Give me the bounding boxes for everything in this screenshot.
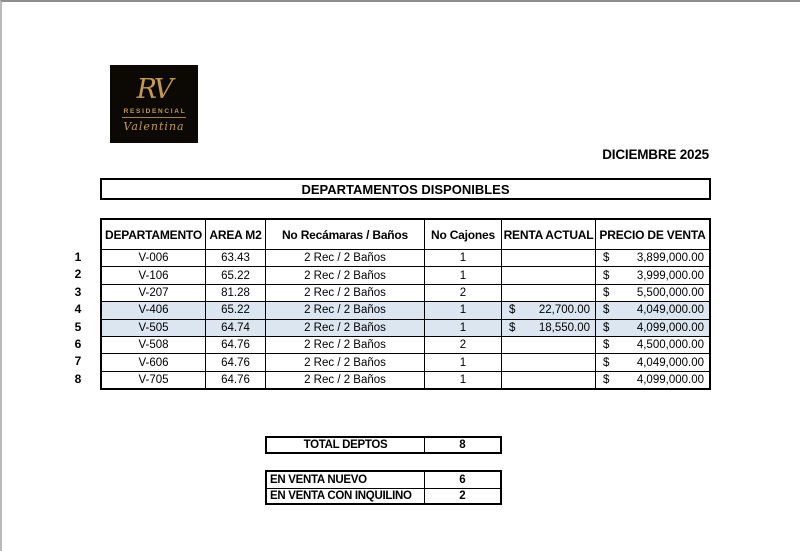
logo-initials: RV	[136, 73, 172, 105]
col-header-area: AREA M2	[205, 220, 265, 249]
venta-inquilino-row	[267, 488, 500, 504]
depto-cell: V-207	[138, 286, 169, 299]
renta-cell	[501, 267, 595, 283]
total-deptos-value: 8	[459, 439, 466, 451]
precio-cell	[595, 267, 709, 283]
recamaras-cell: 2 Rec / 2 Baños	[265, 250, 424, 266]
currency-symbol: $	[603, 286, 610, 299]
table-row-highlighted	[102, 301, 709, 318]
renta-cell	[501, 354, 595, 370]
area-cell: 64.76	[205, 372, 265, 388]
cajones-cell: 1	[424, 320, 501, 336]
col-header-precio: PRECIO DE VENTA	[595, 220, 709, 249]
cajones-cell: 1	[424, 354, 501, 370]
company-logo	[110, 65, 198, 143]
recamaras-cell: 2 Rec / 2 Baños	[265, 354, 424, 370]
depto-cell: V-705	[138, 373, 169, 386]
area-cell: 64.76	[205, 337, 265, 353]
total-deptos-box	[265, 436, 502, 454]
renta-cell	[501, 302, 595, 318]
depto-cell: V-606	[138, 356, 169, 369]
cajones-cell: 1	[424, 372, 501, 388]
depto-cell: V-406	[138, 304, 169, 317]
table-row-highlighted	[102, 319, 709, 336]
area-cell: 65.22	[205, 302, 265, 318]
area-cell: 63.43	[205, 250, 265, 266]
recamaras-cell: 2 Rec / 2 Baños	[265, 285, 424, 301]
venta-nuevo-value: 6	[459, 473, 466, 486]
depto-cell: V-006	[138, 252, 169, 265]
renta-value: 22,700.00	[538, 304, 590, 317]
depto-cell: V-106	[138, 269, 169, 282]
col-header-cajones: No Cajones	[424, 220, 501, 249]
cajones-cell: 1	[424, 267, 501, 283]
total-deptos-label: TOTAL DEPTOS	[267, 438, 425, 452]
cajones-cell: 2	[424, 337, 501, 353]
page-title: DEPARTAMENTOS DISPONIBLES	[100, 178, 711, 200]
renta-cell	[501, 337, 595, 353]
cajones-cell: 1	[424, 250, 501, 266]
table-row	[102, 266, 709, 283]
area-cell: 64.74	[205, 320, 265, 336]
currency-symbol: $	[603, 373, 610, 386]
precio-cell	[595, 354, 709, 370]
precio-value: 4,099,000.00	[636, 321, 704, 334]
precio-value: 3,899,000.00	[636, 252, 704, 265]
recamaras-cell: 2 Rec / 2 Baños	[265, 372, 424, 388]
table-row	[102, 249, 709, 266]
renta-cell	[501, 250, 595, 266]
cajones-cell: 2	[424, 285, 501, 301]
depto-cell: V-505	[138, 321, 169, 334]
depto-cell: V-508	[138, 339, 169, 352]
precio-cell	[595, 250, 709, 266]
row-number: 5	[74, 319, 82, 334]
precio-cell	[595, 320, 709, 336]
table-row	[102, 353, 709, 370]
col-header-departamento: DEPARTAMENTO	[105, 227, 202, 242]
precio-value: 4,099,000.00	[636, 373, 704, 386]
precio-cell	[595, 285, 709, 301]
area-cell: 81.28	[205, 285, 265, 301]
row-number: 4	[74, 302, 82, 317]
precio-value: 4,049,000.00	[636, 356, 704, 369]
row-number: 3	[74, 284, 82, 299]
row-number: 6	[74, 336, 82, 351]
row-number: 1	[74, 250, 82, 264]
row-number: 2	[74, 267, 82, 282]
departments-table	[100, 218, 711, 390]
area-cell: 65.22	[205, 267, 265, 283]
table-row	[102, 336, 709, 353]
col-header-recamaras: No Recámaras / Baños	[265, 220, 424, 249]
cajones-cell: 1	[424, 302, 501, 318]
table-row	[102, 284, 709, 301]
precio-value: 3,999,000.00	[636, 269, 704, 282]
precio-cell	[595, 302, 709, 318]
currency-symbol: $	[603, 339, 610, 352]
recamaras-cell: 2 Rec / 2 Baños	[265, 337, 424, 353]
recamaras-cell: 2 Rec / 2 Baños	[265, 267, 424, 283]
currency-symbol: $	[603, 321, 610, 334]
venta-summary-box	[265, 470, 502, 505]
area-cell: 64.76	[205, 354, 265, 370]
col-header-renta: RENTA ACTUAL	[501, 220, 595, 249]
currency-symbol: $	[603, 269, 610, 282]
renta-cell	[501, 285, 595, 301]
precio-value: 4,049,000.00	[636, 304, 704, 317]
currency-symbol: $	[603, 356, 610, 369]
row-number: 8	[74, 371, 82, 386]
row-number-column	[62, 249, 94, 388]
month-label: DICIEMBRE 2025	[602, 147, 709, 162]
precio-value: 4,500,000.00	[636, 339, 704, 352]
recamaras-cell: 2 Rec / 2 Baños	[265, 302, 424, 318]
venta-nuevo-row	[267, 472, 500, 488]
precio-value: 5,500,000.00	[636, 286, 704, 299]
venta-nuevo-label: EN VENTA NUEVO	[267, 472, 425, 488]
logo-brand-text: RESIDENCIAL	[122, 106, 187, 118]
renta-cell	[501, 320, 595, 336]
currency-symbol: $	[603, 304, 610, 317]
logo-name-script: Valentina	[123, 119, 185, 133]
currency-symbol: $	[509, 304, 516, 317]
row-number: 7	[74, 354, 82, 369]
currency-symbol: $	[603, 252, 610, 265]
renta-cell	[501, 372, 595, 388]
venta-inquilino-value: 2	[459, 489, 466, 502]
recamaras-cell: 2 Rec / 2 Baños	[265, 320, 424, 336]
venta-inquilino-label: EN VENTA CON INQUILINO	[267, 489, 425, 504]
table-header-row	[102, 220, 709, 249]
precio-cell	[595, 372, 709, 388]
table-row	[102, 371, 709, 388]
precio-cell	[595, 337, 709, 353]
renta-value: 18,550.00	[538, 321, 590, 334]
currency-symbol: $	[509, 321, 516, 334]
